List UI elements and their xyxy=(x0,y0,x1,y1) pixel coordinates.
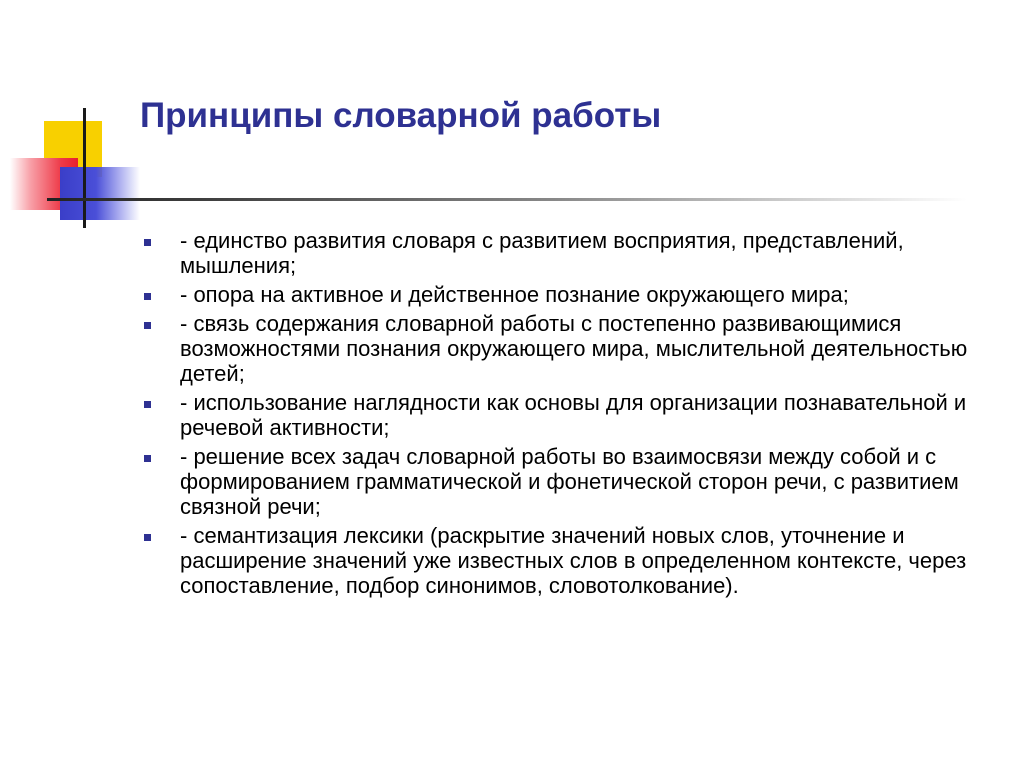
bullet-square-icon xyxy=(144,455,151,462)
bullet-square-icon xyxy=(144,293,151,300)
bullet-square-icon xyxy=(144,239,151,246)
slide-title: Принципы словарной работы xyxy=(140,96,662,135)
title-underline xyxy=(47,198,967,201)
bullet-square-icon xyxy=(144,534,151,541)
bullet-text: - решение всех задач словарной работы во взаимосвязи между собой и с формированием грамматической и фонетической сторон речи, с развитием связной речи; xyxy=(180,444,959,519)
decor-vertical-line xyxy=(83,108,86,228)
bullet-item xyxy=(140,523,1010,598)
decor-blue-square xyxy=(60,167,140,220)
bullet-item xyxy=(140,311,1010,386)
bullet-item xyxy=(140,228,1010,278)
bullet-list xyxy=(140,228,1010,602)
bullet-text: - использование наглядности как основы для организации познавательной и речевой активности; xyxy=(180,390,967,440)
bullet-item xyxy=(140,282,1010,307)
bullet-square-icon xyxy=(144,322,151,329)
bullet-item xyxy=(140,390,1010,440)
bullet-text: - опора на активное и действенное познание окружающего мира; xyxy=(180,282,849,307)
bullet-text: - связь содержания словарной работы с постепенно развивающимися возможностями познания окружающего мира, мыслительной деятельностью детей; xyxy=(180,311,968,386)
bullet-item xyxy=(140,444,1010,519)
bullet-text: - единство развития словаря с развитием восприятия, представлений, мышления; xyxy=(180,228,904,278)
bullet-square-icon xyxy=(144,401,151,408)
bullet-text: - семантизация лексики (раскрытие значений новых слов, уточнение и расширение значений уже известных слов в определенном контексте, через сопоставление, подбор синонимов, словотолкование). xyxy=(180,523,967,598)
